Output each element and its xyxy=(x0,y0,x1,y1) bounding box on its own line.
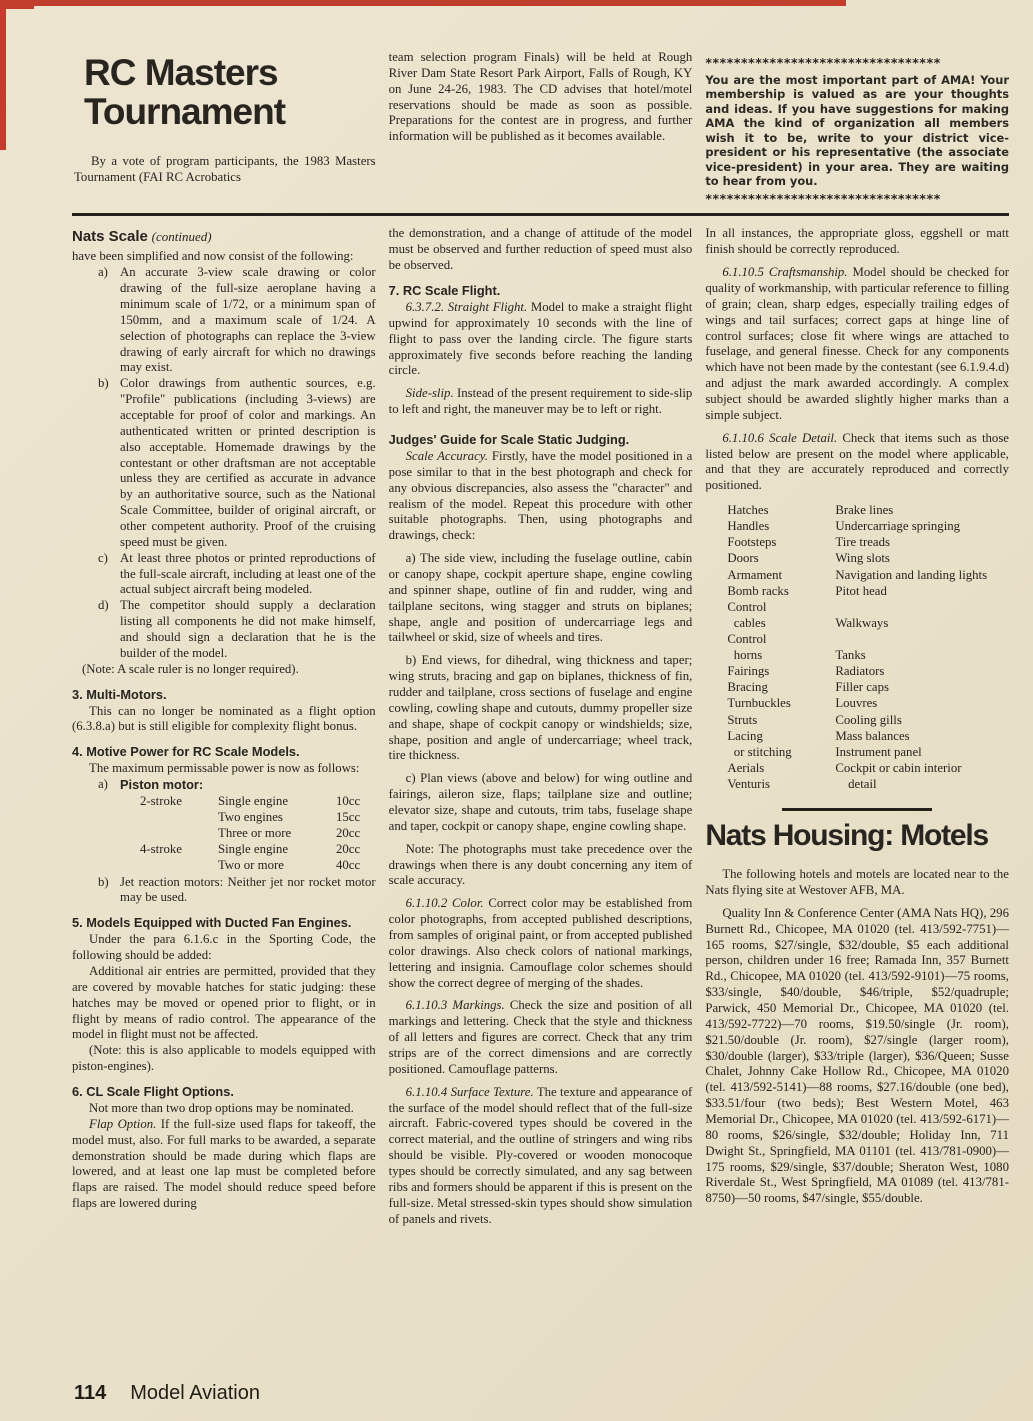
scale-detail-paragraph xyxy=(705,431,1009,494)
section-4-item-b-label: b) xyxy=(98,874,109,889)
ama-box-text: You are the most important part of AMA! Your membership is valued as are your thoughts and ideas. If you have suggestions for making AMA the kind of organization all members wish it to be, write to your district vice-president or his representative (the associate vice-president) in your area. They are waiting to hear from you. xyxy=(705,72,1009,189)
section-7-heading: 7. RC Scale Flight. xyxy=(388,282,501,298)
detail-left: Footsteps xyxy=(727,535,777,550)
page-footer xyxy=(74,1382,260,1405)
detail-list-row xyxy=(727,502,1009,518)
detail-left: Venturis xyxy=(727,776,770,791)
detail-list-row xyxy=(727,760,1009,776)
detail-list-row xyxy=(727,534,1009,550)
detail-list-row xyxy=(727,679,1009,695)
detail-right: Brake lines xyxy=(835,503,894,518)
detail-right: Louvres xyxy=(835,696,878,711)
power-engine: Single engine xyxy=(218,842,289,857)
section-3-paragraph: This can no longer be nominated as a flight option (6.3.8.a) but is still eligible for complexity flight bonus. xyxy=(72,703,376,734)
detail-list-row xyxy=(727,631,1009,647)
side-slip-text: Instead of the present requirement to side-slip to left and right, the maneuver may be to left or right. xyxy=(388,386,693,417)
housing-title: Nats Housing: Motels xyxy=(705,819,989,853)
detail-left: Bomb racks xyxy=(727,583,789,598)
detail-right: Navigation and landing lights xyxy=(835,567,988,582)
detail-list-row xyxy=(727,615,1009,631)
detail-left: Control xyxy=(727,632,767,646)
scale-accuracy-paragraph xyxy=(389,449,693,544)
detail-list-row xyxy=(727,567,1009,583)
photographs-note-paragraph: Note: The photographs must take precedence over the drawings when there is any doubt concerning any item of scale accuracy. xyxy=(388,841,693,888)
demonstration-paragraph: the demonstration, and a change of attitude of the model must be observed and further reduction of speed must also be observed. xyxy=(388,226,693,273)
power-table-row xyxy=(140,793,376,809)
scale-detail-list xyxy=(705,502,1009,792)
body-column-3 xyxy=(705,226,1009,1207)
housing-divider-rule xyxy=(782,808,932,811)
craftsmanship-text: Model should be checked for quality of workmanship, with particular reference to filling of grain; clean, sharp edges, especially trailing edges of wings and tail surfaces; correct gaps at hinge line of control surfaces; close fit where wings are attached to fuselage, and general finesse. Check for any components which have not been made by the contestant (see 6.1.9.4.d) and adjust the mark awarded accordingly. A complex subject should be awarded slightly higher marks than a simple subject. xyxy=(705,265,1009,422)
page-content xyxy=(72,50,1009,1228)
detail-left: Struts xyxy=(727,712,758,727)
list-item-c-label: c) xyxy=(98,550,108,565)
straight-flight-lead: 6.3.7.2. Straight Flight. xyxy=(405,299,528,314)
detail-right: Wing slots xyxy=(835,551,890,566)
surface-texture-paragraph xyxy=(389,1085,693,1228)
detail-list-row xyxy=(727,776,1009,792)
article-title xyxy=(84,54,376,132)
power-cc: 20cc xyxy=(336,842,361,857)
power-stroke xyxy=(140,809,218,825)
flap-option-paragraph xyxy=(72,1117,376,1212)
section-5-paragraph-3: (Note: this is also applicable to models equipped with piston-engines). xyxy=(72,1043,376,1074)
straight-flight-paragraph xyxy=(389,300,693,379)
body-section xyxy=(72,226,1009,1227)
section-5-paragraph-1: Under the para 6.1.6.c in the Sporting Code, the following should be added: xyxy=(72,932,376,963)
section-3-heading: 3. Multi-Motors. xyxy=(72,686,167,702)
ama-box-stars-bottom: ********************************* xyxy=(705,191,941,206)
detail-left: Fairings xyxy=(727,664,770,679)
end-views-paragraph: b) End views, for dihedral, wing thickness and taper; wing struts, bracing and gap on biplanes, thickness of fin, rudder and tailplane, cross sections of fuselage and engine cowling, cowling shape and cutouts, dummy propeller size and shape, shape of cockpit canopy or windshields; size, shape, position and angle of undercarriage; wheel track, tire thickness. xyxy=(388,653,693,763)
detail-left: Handles xyxy=(727,519,770,534)
detail-right: Filler caps xyxy=(835,680,889,695)
scale-accuracy-text: Firstly, have the model positioned in a pose similar to that in the best photograph and check for any obvious discrepancies, also assess the "character" and realism of the model. Repeat this procedure with other suitable photographs. Then, using photographs and drawings, check: xyxy=(388,448,693,543)
side-view-paragraph: a) The side view, including the fuselage outline, cabin or canopy shape, cockpit aperture shape, engine cowling and spinner shape, outline of fin and rudder, wing and tailplane secitons, wing stagger and struts on biplanes; shape, angle and position of undercarriage legs and tailwheel or skid, size of wheels and tires. xyxy=(388,551,693,645)
power-stroke xyxy=(140,825,218,841)
power-engine: Three or more xyxy=(218,826,292,841)
power-table xyxy=(72,793,376,874)
power-table-row xyxy=(140,809,376,825)
power-cc: 20cc xyxy=(336,826,361,841)
color-text: Correct color may be established from color photographs, from accepted published descriptions, from samples of original paint, or from accepted published color drawings. Also check colors of national markings, lettering and insignia. Camouflage color schemes should show the correct degree of merging of the shades. xyxy=(388,896,693,990)
finish-paragraph: In all instances, the appropriate gloss, eggshell or matt finish should be correctly reproduced. xyxy=(705,226,1009,257)
scan-mark-left xyxy=(0,0,6,150)
flap-option-text: If the full-size used flaps for takeoff, the model must, also. For full marks to be awarded, a separate demonstration should be made during which flaps are lowered, and at least one lap must be completed before flaps are raised. The model should reduce speed before flaps are lowered during xyxy=(72,1116,376,1211)
color-paragraph xyxy=(389,896,693,991)
list-item-b xyxy=(72,376,376,550)
scale-detail-lead: 6.1.10.6 Scale Detail. xyxy=(722,430,838,445)
nats-scale-subhead-label: Nats Scale xyxy=(72,228,148,246)
markings-text: Check the size and position of all markings and lettering. Check that the style and thickness of all letters and figures are correct. Check that any trim strips are of the correct dimensions and are correctly positioned. Camouflage patterns. xyxy=(388,998,693,1076)
side-slip-paragraph xyxy=(389,386,693,418)
list-item-d-label: d) xyxy=(98,598,109,613)
housing-hotels-paragraph: Quality Inn & Conference Center (AMA Nats HQ), 296 Burnett Rd., Chicopee, MA 01020 (tel. 413/592-7751)—165 rooms, $27/single, $32/double, $5 each additional person, children under 16 free; Ramada Inn, 357 Burnett Rd., Chicopee, MA 01020 (tel. 413/592-9101)—75 rooms, $33/single, $40/double, $46/triple, $52/quadruple; Parwick, 450 Memorial Dr., Chicopee, MA 01020 (tel. 413/592-7722)—70 rooms, $19.50/single (Jr. room), $21.50/double (Jr. room), $27/single (larger room), $30/double (larger), $33/triple (larger), $36/Queen; Susse Chalet, Johnny Cake Hollow Rd., Chicopee, MA 01020 (tel. 413/592-5141)—88 rooms, $27.16/double (one bed), $33.51/four (two beds); Best Western Motel, 463 Memorial Dr., Chicopee, MA 01020 (tel. 413/592-6171)—80 rooms, $26/single, $32/double; Holiday Inn, 711 Dwight St., Springfield, MA 01101 (tel. 413/781-0900)—175 rooms, $29/single, $37/double; Sheraton West, 1080 Riverdale St., West Springfield, MA 01089 (tel. 413/781-8750)—50 rooms, $47/single, $55/double. xyxy=(705,905,1009,1206)
surface-texture-lead: 6.1.10.4 Surface Texture. xyxy=(405,1084,534,1099)
detail-right: Tire treads xyxy=(835,535,890,550)
list-item-c-text: At least three photos or printed reproductions of the full-scale aircraft, including at least one of the actual subject aircraft being modeled. xyxy=(120,550,376,597)
detail-right: Pitot head xyxy=(835,583,887,598)
detail-right: Cockpit or cabin interior xyxy=(835,760,962,775)
detail-left: Bracing xyxy=(727,680,768,695)
power-stroke: 2-stroke xyxy=(140,794,182,809)
detail-right: detail xyxy=(835,776,877,791)
list-item-a xyxy=(72,265,376,376)
article-title-line2: Tournament xyxy=(84,90,286,132)
detail-left: Aerials xyxy=(727,760,765,775)
housing-intro-paragraph: The following hotels and motels are located near to the Nats flying site at Westover AFB, MA. xyxy=(705,867,1009,897)
detail-right: Radiators xyxy=(835,664,885,679)
detail-list-row xyxy=(727,744,1009,760)
masthead-intro-paragraph: By a vote of program participants, the 1983 Masters Tournament (FAI RC Acrobatics xyxy=(74,153,376,184)
detail-right: Cooling gills xyxy=(835,712,902,727)
body-column-2 xyxy=(389,226,693,1227)
craftsmanship-lead: 6.1.10.5 Craftsmanship. xyxy=(722,265,848,280)
craftsmanship-paragraph xyxy=(705,265,1009,424)
power-stroke xyxy=(140,857,218,873)
detail-right: Undercarriage springing xyxy=(835,519,961,534)
flap-option-lead: Flap Option. xyxy=(89,1116,157,1131)
surface-texture-text: The texture and appearance of the surface of the model should reflect that of the full-size aircraft. Fabric-covered types should be covered in the correct material, and the outline of stringers and wing ribs should be visible. Ply-covered or wooden monocoque types should be correctly simulated, and any sag between ribs and formers should be apparent if this is present on the full-size. Metal stressed-skin types should show simulation of panels and rivets. xyxy=(388,1084,693,1226)
ama-box-stars-top: ********************************* xyxy=(705,56,941,70)
power-table-row xyxy=(140,825,376,841)
detail-list-row xyxy=(727,695,1009,711)
section-6-paragraph-1: Not more than two drop options may be nominated. xyxy=(89,1101,354,1116)
detail-left: Armament xyxy=(727,567,783,582)
power-stroke: 4-stroke xyxy=(140,842,182,857)
power-cc: 10cc xyxy=(336,794,361,809)
section-4-item-b-text: Jet reaction motors: Neither jet nor rocket motor may be used. xyxy=(120,874,376,905)
power-engine: Single engine xyxy=(218,794,289,809)
power-engine: Two or more xyxy=(218,858,284,873)
scale-detail-text: Check that items such as those listed below are present on the model where applicable, and that they are accurately reproduced and correctly positioned. xyxy=(705,430,1009,493)
tournament-continuation-paragraph: team selection program Finals) will be held at Rough River Dam State Resort Park Airport, Falls of Rough, KY on June 24-26, 1983. The CD advises that hotel/motel reservations should be made as soon as possible. Preparations for the contest are in progress, and further information will be published as it becomes available. xyxy=(388,50,693,144)
detail-left: Control xyxy=(727,599,767,614)
markings-paragraph xyxy=(389,998,693,1077)
page-number: 114 xyxy=(74,1382,107,1404)
ama-membership-box xyxy=(705,56,1009,205)
power-engine: Two engines xyxy=(218,810,283,825)
section-4-item-a xyxy=(72,777,376,793)
article-title-line1: RC Masters xyxy=(84,52,278,93)
detail-right xyxy=(835,631,1009,647)
section-5-paragraph-2: Additional air entries are permitted, provided that they are covered by movable hatches for static judging: these hatches may be moved or opened prior to flight, or in flight by means of radio control. The appearance of the model in flight must not be affected. xyxy=(72,964,376,1042)
detail-list-row xyxy=(727,518,1009,534)
power-table-row xyxy=(140,841,376,857)
list-item-c xyxy=(72,551,376,599)
detail-right: Mass balances xyxy=(835,728,910,743)
section-4-item-a-text: Piston motor: xyxy=(120,777,204,793)
list-item-d-text: The competitor should supply a declaration listing all components he did not make himself, and should sign a declaration that he is the builder of the model. xyxy=(120,598,376,660)
detail-right: Instrument panel xyxy=(835,744,922,759)
list-item-b-label: b) xyxy=(98,376,109,391)
nats-scale-intro-paragraph: have been simplified and now consist of the following: xyxy=(72,249,354,264)
detail-left: horns xyxy=(727,648,763,663)
top-middle-column xyxy=(389,50,693,145)
section-4-item-b xyxy=(72,875,376,907)
detail-left: or stitching xyxy=(727,744,792,759)
detail-left: Doors xyxy=(727,551,759,566)
detail-list-row xyxy=(727,550,1009,566)
side-slip-lead: Side-slip. xyxy=(405,386,454,401)
nats-scale-subhead xyxy=(72,228,376,246)
section-4-intro-paragraph: The maximum permissable power is now as follows: xyxy=(89,761,360,776)
judges-guide-heading: Judges' Guide for Scale Static Judging. xyxy=(388,431,630,447)
masthead-column xyxy=(72,50,376,185)
detail-right xyxy=(835,599,1009,615)
detail-list-row xyxy=(727,712,1009,728)
nats-scale-continued-label: (continued) xyxy=(151,229,212,245)
power-cc: 40cc xyxy=(336,858,361,873)
list-item-b-text: Color drawings from authentic sources, e.g. "Profile" publications (including 3-views) are acceptable for proof of color and markings. An authenticated written or printed description is also acceptable. Homemade drawings by the contestant or other draftsman are not acceptable unless they are certified as accurate in advance by an authoritative source, such as the National Scale Committee, builder of original aircraft, or other competent authority. Proof of the cruising speed must be given. xyxy=(120,376,376,549)
list-item-d xyxy=(72,598,376,661)
list-item-a-text: An accurate 3-view scale drawing or color drawing of the full-size aeroplane having a minimum scale of 1/72, or a minimum span of 150mm, and a maximum scale of 1/24. A selection of photographs can replace the 3-view drawing of early aircraft for which no drawings may exist. xyxy=(120,265,376,375)
detail-right: Tanks xyxy=(835,648,866,663)
body-column-1 xyxy=(72,226,376,1212)
scale-accuracy-lead: Scale Accuracy. xyxy=(405,448,488,463)
magazine-title: Model Aviation xyxy=(130,1382,260,1404)
list-item-a-label: a) xyxy=(98,265,108,280)
section-divider-rule xyxy=(72,213,1009,216)
section-4-item-a-label: a) xyxy=(98,777,108,792)
straight-flight-text: Model to make a straight flight upwind for approximately 10 seconds with the line of flight to pass over the landing circle. The figure starts approximately five seconds before reaching the landing circle. xyxy=(388,299,693,378)
power-table-row xyxy=(140,857,376,873)
section-6-heading: 6. CL Scale Flight Options. xyxy=(72,1084,234,1100)
detail-list-row xyxy=(727,599,1009,615)
section-5-heading: 5. Models Equipped with Ducted Fan Engines. xyxy=(72,915,352,931)
detail-list-row xyxy=(727,583,1009,599)
scan-mark-top xyxy=(26,0,846,6)
detail-right: Walkways xyxy=(835,615,889,630)
scale-ruler-note: (Note: A scale ruler is no longer required). xyxy=(82,661,299,676)
detail-list-row xyxy=(727,663,1009,679)
top-section xyxy=(72,50,1009,205)
color-lead: 6.1.10.2 Color. xyxy=(405,896,484,911)
power-cc: 15cc xyxy=(336,810,361,825)
markings-lead: 6.1.10.3 Markings. xyxy=(405,998,505,1013)
plan-views-paragraph: c) Plan views (above and below) for wing outline and fairings, aileron size, flaps; tailplane size and outline; elevator size, shape and cutouts, trim tabs, fuselage shape and taper, cockpit or canopy shape, engine cowling shape. xyxy=(388,771,693,833)
detail-list-row xyxy=(727,728,1009,744)
detail-left: Lacing xyxy=(727,728,763,743)
section-4-heading: 4. Motive Power for RC Scale Models. xyxy=(72,744,300,760)
detail-left: cables xyxy=(727,615,766,630)
detail-list-row xyxy=(727,647,1009,663)
detail-left: Hatches xyxy=(727,503,769,518)
detail-left: Turnbuckles xyxy=(727,696,791,711)
